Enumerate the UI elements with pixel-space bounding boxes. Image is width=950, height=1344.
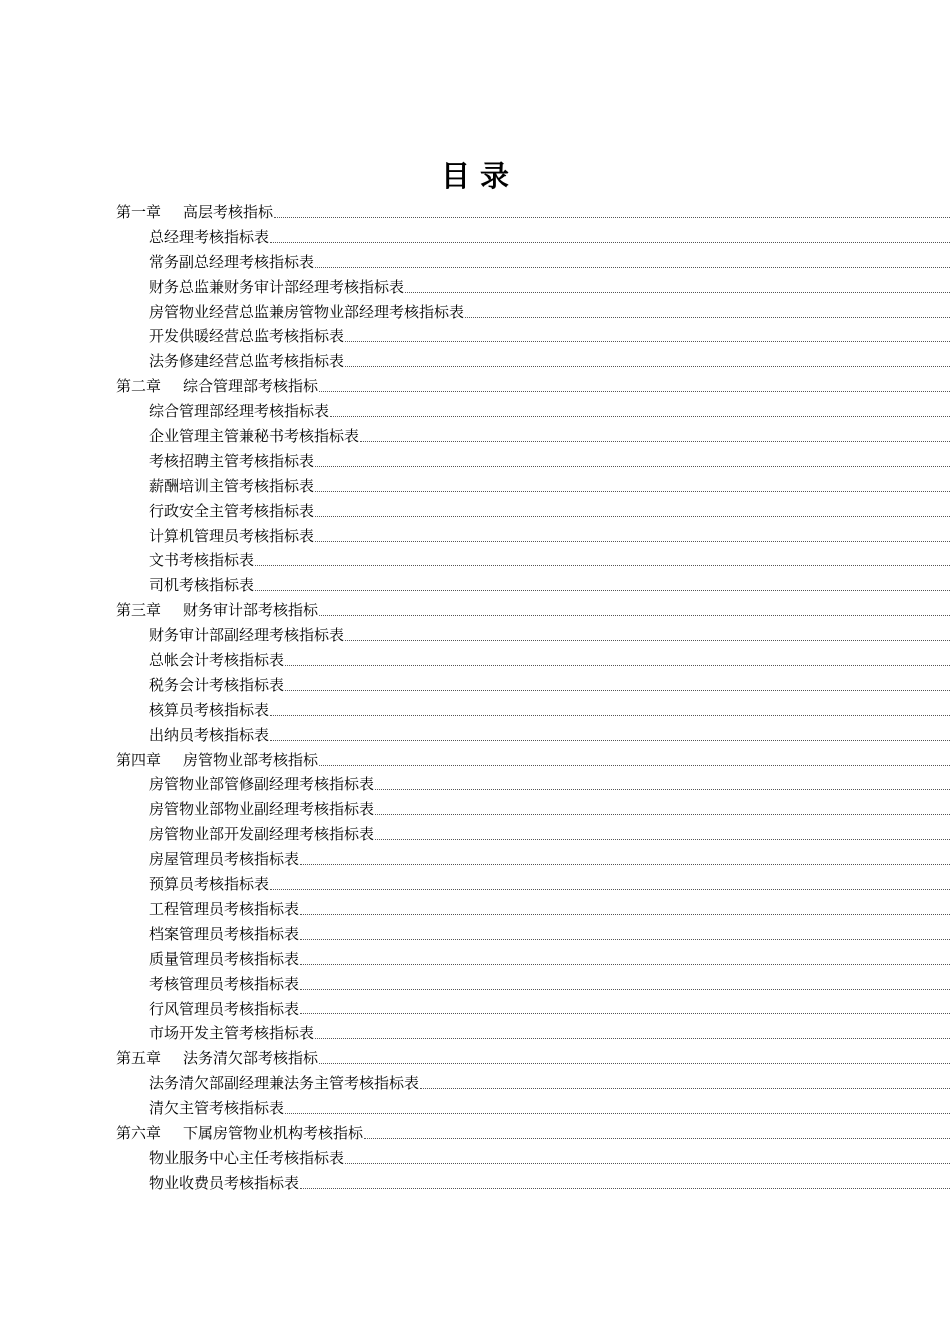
section-title: 档案管理员考核指标表 bbox=[149, 924, 300, 943]
section-title: 物业服务中心主任考核指标表 bbox=[149, 1148, 345, 1167]
toc-section-entry[interactable] bbox=[0, 623, 950, 648]
dot-leader bbox=[315, 266, 950, 268]
toc-section-entry[interactable] bbox=[0, 997, 950, 1022]
toc-section-entry[interactable] bbox=[0, 648, 950, 673]
toc-section-entry[interactable] bbox=[0, 1146, 950, 1171]
section-title: 预算员考核指标表 bbox=[149, 875, 270, 894]
section-title: 财务审计部副经理考核指标表 bbox=[149, 626, 345, 645]
chapter-number: 第四章 bbox=[116, 750, 162, 769]
dot-leader bbox=[465, 316, 950, 318]
section-title: 薪酬培训主管考核指标表 bbox=[149, 476, 315, 495]
dot-leader bbox=[270, 241, 950, 243]
chapter-title: 下属房管物业机构考核指标 bbox=[183, 1123, 364, 1142]
section-title: 出纳员考核指标表 bbox=[149, 725, 270, 744]
section-title: 考核招聘主管考核指标表 bbox=[149, 451, 315, 470]
section-title: 房屋管理员考核指标表 bbox=[149, 850, 300, 869]
dot-leader bbox=[319, 1062, 950, 1064]
dot-leader bbox=[274, 216, 950, 218]
toc-section-entry[interactable] bbox=[0, 324, 950, 349]
section-title: 计算机管理员考核指标表 bbox=[149, 526, 315, 545]
toc-section-entry[interactable] bbox=[0, 548, 950, 573]
toc-section-entry[interactable] bbox=[0, 474, 950, 499]
section-title: 工程管理员考核指标表 bbox=[149, 899, 300, 918]
toc-chapter-entry[interactable] bbox=[0, 374, 950, 399]
toc-section-entry[interactable] bbox=[0, 947, 950, 972]
page-title: 目 录 bbox=[440, 159, 510, 193]
toc-section-entry[interactable] bbox=[0, 573, 950, 598]
dot-leader bbox=[300, 1187, 950, 1189]
section-title: 考核管理员考核指标表 bbox=[149, 974, 300, 993]
toc-section-entry[interactable] bbox=[0, 698, 950, 723]
chapter-number: 第五章 bbox=[116, 1049, 162, 1068]
section-title: 税务会计考核指标表 bbox=[149, 675, 285, 694]
section-title: 企业管理主管兼秘书考核指标表 bbox=[149, 427, 360, 446]
toc-section-entry[interactable] bbox=[0, 797, 950, 822]
toc-chapter-entry[interactable] bbox=[0, 598, 950, 623]
toc-chapter-entry[interactable] bbox=[0, 1121, 950, 1146]
toc-section-entry[interactable] bbox=[0, 399, 950, 424]
toc-section-entry[interactable] bbox=[0, 275, 950, 300]
dot-leader bbox=[319, 390, 950, 392]
dot-leader bbox=[315, 1037, 950, 1039]
section-title: 质量管理员考核指标表 bbox=[149, 949, 300, 968]
section-title: 法务清欠部副经理兼法务主管考核指标表 bbox=[149, 1074, 420, 1093]
dot-leader bbox=[315, 465, 950, 467]
dot-leader bbox=[315, 490, 950, 492]
dot-leader bbox=[285, 664, 950, 666]
dot-leader bbox=[255, 589, 950, 591]
chapter-title: 财务审计部考核指标 bbox=[183, 601, 319, 620]
dot-leader bbox=[270, 739, 950, 741]
toc-section-entry[interactable] bbox=[0, 772, 950, 797]
section-title: 法务修建经营总监考核指标表 bbox=[149, 352, 345, 371]
chapter-number: 第二章 bbox=[116, 377, 162, 396]
chapter-number: 第一章 bbox=[116, 203, 162, 221]
toc-section-entry[interactable] bbox=[0, 972, 950, 997]
chapter-title: 综合管理部考核指标 bbox=[183, 377, 319, 396]
dot-leader bbox=[300, 938, 950, 940]
toc-section-entry[interactable] bbox=[0, 1071, 950, 1096]
dot-leader bbox=[330, 415, 950, 417]
section-title: 文书考核指标表 bbox=[149, 551, 255, 570]
section-title: 行风管理员考核指标表 bbox=[149, 999, 300, 1018]
dot-leader bbox=[300, 913, 950, 915]
dot-leader bbox=[300, 963, 950, 965]
section-title: 房管物业部开发副经理考核指标表 bbox=[149, 825, 375, 844]
dot-leader bbox=[375, 788, 950, 790]
chapter-number: 第三章 bbox=[116, 601, 162, 620]
dot-leader bbox=[345, 365, 950, 367]
section-title: 常务副总经理考核指标表 bbox=[149, 252, 315, 271]
toc-section-entry[interactable] bbox=[0, 300, 950, 325]
toc-section-entry[interactable] bbox=[0, 822, 950, 847]
dot-leader bbox=[420, 1087, 950, 1089]
toc-section-entry[interactable] bbox=[0, 1171, 950, 1196]
toc-section-entry[interactable] bbox=[0, 250, 950, 275]
section-title: 核算员考核指标表 bbox=[149, 700, 270, 719]
toc-chapter-entry[interactable] bbox=[0, 1046, 950, 1071]
dot-leader bbox=[345, 639, 950, 641]
table-of-contents bbox=[0, 200, 950, 1196]
dot-leader bbox=[360, 440, 950, 442]
toc-section-entry[interactable] bbox=[0, 897, 950, 922]
section-title: 总帐会计考核指标表 bbox=[149, 651, 285, 670]
dot-leader bbox=[255, 564, 950, 566]
dot-leader bbox=[270, 714, 950, 716]
toc-section-entry[interactable] bbox=[0, 922, 950, 947]
toc-section-entry[interactable] bbox=[0, 524, 950, 549]
dot-leader bbox=[285, 689, 950, 691]
dot-leader bbox=[345, 340, 950, 342]
section-title: 开发供暖经营总监考核指标表 bbox=[149, 327, 345, 346]
dot-leader bbox=[270, 888, 950, 890]
section-title: 房管物业经营总监兼房管物业部经理考核指标表 bbox=[149, 302, 465, 321]
section-title: 司机考核指标表 bbox=[149, 576, 255, 595]
toc-section-entry[interactable] bbox=[0, 1096, 950, 1121]
section-title: 房管物业部物业副经理考核指标表 bbox=[149, 800, 375, 819]
dot-leader bbox=[315, 515, 950, 517]
dot-leader bbox=[345, 1162, 950, 1164]
section-title: 清欠主管考核指标表 bbox=[149, 1099, 285, 1118]
chapter-title: 高层考核指标 bbox=[183, 203, 274, 221]
toc-section-entry[interactable] bbox=[0, 499, 950, 524]
section-title: 市场开发主管考核指标表 bbox=[149, 1024, 315, 1043]
dot-leader bbox=[285, 1112, 950, 1114]
dot-leader bbox=[319, 764, 950, 766]
dot-leader bbox=[315, 540, 950, 542]
dot-leader bbox=[300, 863, 950, 865]
chapter-title: 房管物业部考核指标 bbox=[183, 750, 319, 769]
section-title: 总经理考核指标表 bbox=[149, 227, 270, 246]
section-title: 行政安全主管考核指标表 bbox=[149, 501, 315, 520]
chapter-number: 第六章 bbox=[116, 1123, 162, 1142]
toc-section-entry[interactable] bbox=[0, 673, 950, 698]
toc-section-entry[interactable] bbox=[0, 449, 950, 474]
section-title: 房管物业部管修副经理考核指标表 bbox=[149, 775, 375, 794]
toc-chapter-entry[interactable] bbox=[0, 200, 950, 225]
dot-leader bbox=[364, 1137, 950, 1139]
dot-leader bbox=[375, 813, 950, 815]
section-title: 综合管理部经理考核指标表 bbox=[149, 402, 330, 421]
toc-section-entry[interactable] bbox=[0, 225, 950, 250]
toc-section-entry[interactable] bbox=[0, 847, 950, 872]
dot-leader bbox=[319, 614, 950, 616]
section-title: 物业收费员考核指标表 bbox=[149, 1173, 300, 1192]
dot-leader bbox=[300, 988, 950, 990]
dot-leader bbox=[375, 838, 950, 840]
toc-section-entry[interactable] bbox=[0, 723, 950, 748]
toc-section-entry[interactable] bbox=[0, 872, 950, 897]
toc-chapter-entry[interactable] bbox=[0, 748, 950, 773]
toc-section-entry[interactable] bbox=[0, 1021, 950, 1046]
toc-section-entry[interactable] bbox=[0, 349, 950, 374]
dot-leader bbox=[405, 291, 950, 293]
dot-leader bbox=[300, 1012, 950, 1014]
toc-section-entry[interactable] bbox=[0, 424, 950, 449]
section-title: 财务总监兼财务审计部经理考核指标表 bbox=[149, 277, 405, 296]
chapter-title: 法务清欠部考核指标 bbox=[183, 1049, 319, 1068]
